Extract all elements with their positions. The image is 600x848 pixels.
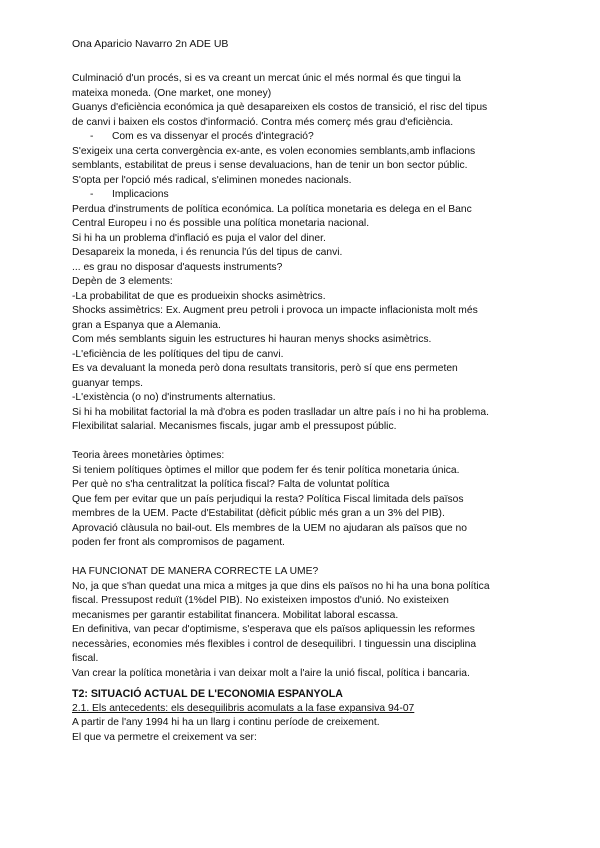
- bullet-dash: -: [90, 189, 94, 200]
- bullet-dash: -: [90, 131, 94, 142]
- text-line: Si teniem polítiques òptimes el millor que podem fer és tenir política monetaria única.: [72, 464, 460, 476]
- bullet-item: [72, 130, 542, 145]
- text-line: Com més semblants siguin les estructures hi hauran menys shocks asimètrics.: [72, 334, 432, 345]
- bullet-text: Com es va dissenyar el procés d'integració?: [112, 131, 314, 142]
- bullet-text: Implicacions: [112, 189, 169, 200]
- text-line: -L'existència (o no) d'instruments alternatius.: [72, 392, 276, 403]
- text-line: membres de la UEM. Pacte d'Estabilitat (dèficit públic més gran a un 3% del PIB).: [72, 508, 445, 519]
- text-line: El que va permetre el creixement va ser:: [72, 731, 257, 743]
- text-line: mecanismes per garantir estabilitat financera. Mobilitat laboral escassa.: [72, 609, 399, 621]
- text-line: poden fer front als compromisos de pagament.: [72, 537, 285, 548]
- paragraph-gap: [72, 551, 542, 566]
- text-line: Que fem per evitar que un país perjudiqui la resta? Política Fiscal limitada dels països: [72, 493, 464, 505]
- text-line: En definitiva, van pecar d'optimisme, s'esperava que els països apliquessin les reformes: [72, 624, 475, 635]
- text-line: mateixa moneda. (One market, one money): [72, 87, 272, 99]
- text-line: semblants, estabilitat de preus i sense devaluacions, han de tenir un bon sector públic.: [72, 160, 468, 171]
- text-line: Si hi ha mobilitat factorial la mà d'obra es poden traslladar un altre país i no hi ha problema.: [72, 406, 489, 418]
- text-line: necessàries, economies més flexibles i control de desequilibri. I tinguessin una disciplina: [72, 638, 477, 650]
- text-line: Si hi ha un problema d'inflació es puja el valor del diner.: [72, 232, 326, 244]
- text-line: -L'eficiència de les polítiques del tipu de canvi.: [72, 348, 284, 360]
- text-line: guanyar temps.: [72, 377, 143, 389]
- text-line: Perdua d'instruments de política económica. La política monetaria es delega en el Banc: [72, 203, 472, 215]
- subsection-title: 2.1. Els antecedents: els desequilibris acomulats a la fase expansiva 94-07: [72, 702, 415, 714]
- text-line: No, ja que s'han quedat una mica a mitges ja que dins els països no hi ha una bona política: [72, 580, 490, 592]
- text-line: Shocks assimètrics: Ex. Augment preu petroli i provoca un impacte inflacionista molt més: [72, 305, 478, 316]
- text-line: Desapareix la moneda, i és renuncia l'ús del tipus de canvi.: [72, 247, 343, 258]
- document-body: [72, 72, 542, 745]
- text-line: Es va devaluant la moneda però dona resultats transitoris, però sí que ens permeten: [72, 363, 458, 374]
- text-line: Per què no s'ha centralitzat la política fiscal? Falta de voluntat política: [72, 479, 390, 490]
- text-line: S'exigeix una certa convergència ex-ante, es volen economies semblants,amb inflacions: [72, 145, 476, 157]
- chapter-title: T2: SITUACIÓ ACTUAL DE L'ECONOMIA ESPANYOLA: [72, 688, 343, 700]
- text-line: Aprovació clàusula no bail-out. Els membres de la UEM no ajudaran als països que no: [72, 522, 467, 534]
- text-line: Guanys d'eficiència económica ja què desapareixen els costos de transició, el risc del tipus: [72, 102, 488, 113]
- text-line: Culminació d'un procés, si es va creant un mercat únic el més normal és que tingui la: [72, 73, 461, 84]
- document-header: Ona Aparicio Navarro 2n ADE UB: [72, 38, 229, 50]
- section-heading: HA FUNCIONAT DE MANERA CORRECTE LA UME?: [72, 566, 319, 577]
- text-line: Van crear la política monetària i van deixar molt a l'aire la unió fiscal, política i bancaria.: [72, 667, 470, 679]
- text-line: de canvi i baixen els costos d'informació. Contra més comerç més grau d'eficiència.: [72, 116, 454, 128]
- text-line: fiscal.: [72, 653, 99, 664]
- text-line: ... es grau no disposar d'aquests instruments?: [72, 261, 283, 273]
- text-line: Depèn de 3 elements:: [72, 276, 173, 287]
- text-line: -La probabilitat de que es produeixin shocks asimètrics.: [72, 290, 326, 302]
- text-line: A partir de l'any 1994 hi ha un llarg i continu període de creixement.: [72, 717, 380, 728]
- section-heading: Teoria àrees monetàries òptimes:: [72, 450, 225, 461]
- text-line: S'opta per l'opció més radical, s'eliminen monedes nacionals.: [72, 174, 352, 186]
- text-line: Central Europeu i no és possible una política monetaria nacional.: [72, 218, 370, 229]
- text-line: Flexibilitat salarial. Mecanismes fiscals, jugar amb el pressupost públic.: [72, 421, 397, 432]
- text-line: fiscal. Pressupost reduït (1%del PIB). No existeixen impostos d'unió. No existeixen: [72, 595, 449, 606]
- bullet-item: [72, 188, 542, 203]
- paragraph-gap: [72, 435, 542, 450]
- text-line: gran a Espanya que a Alemania.: [72, 319, 221, 331]
